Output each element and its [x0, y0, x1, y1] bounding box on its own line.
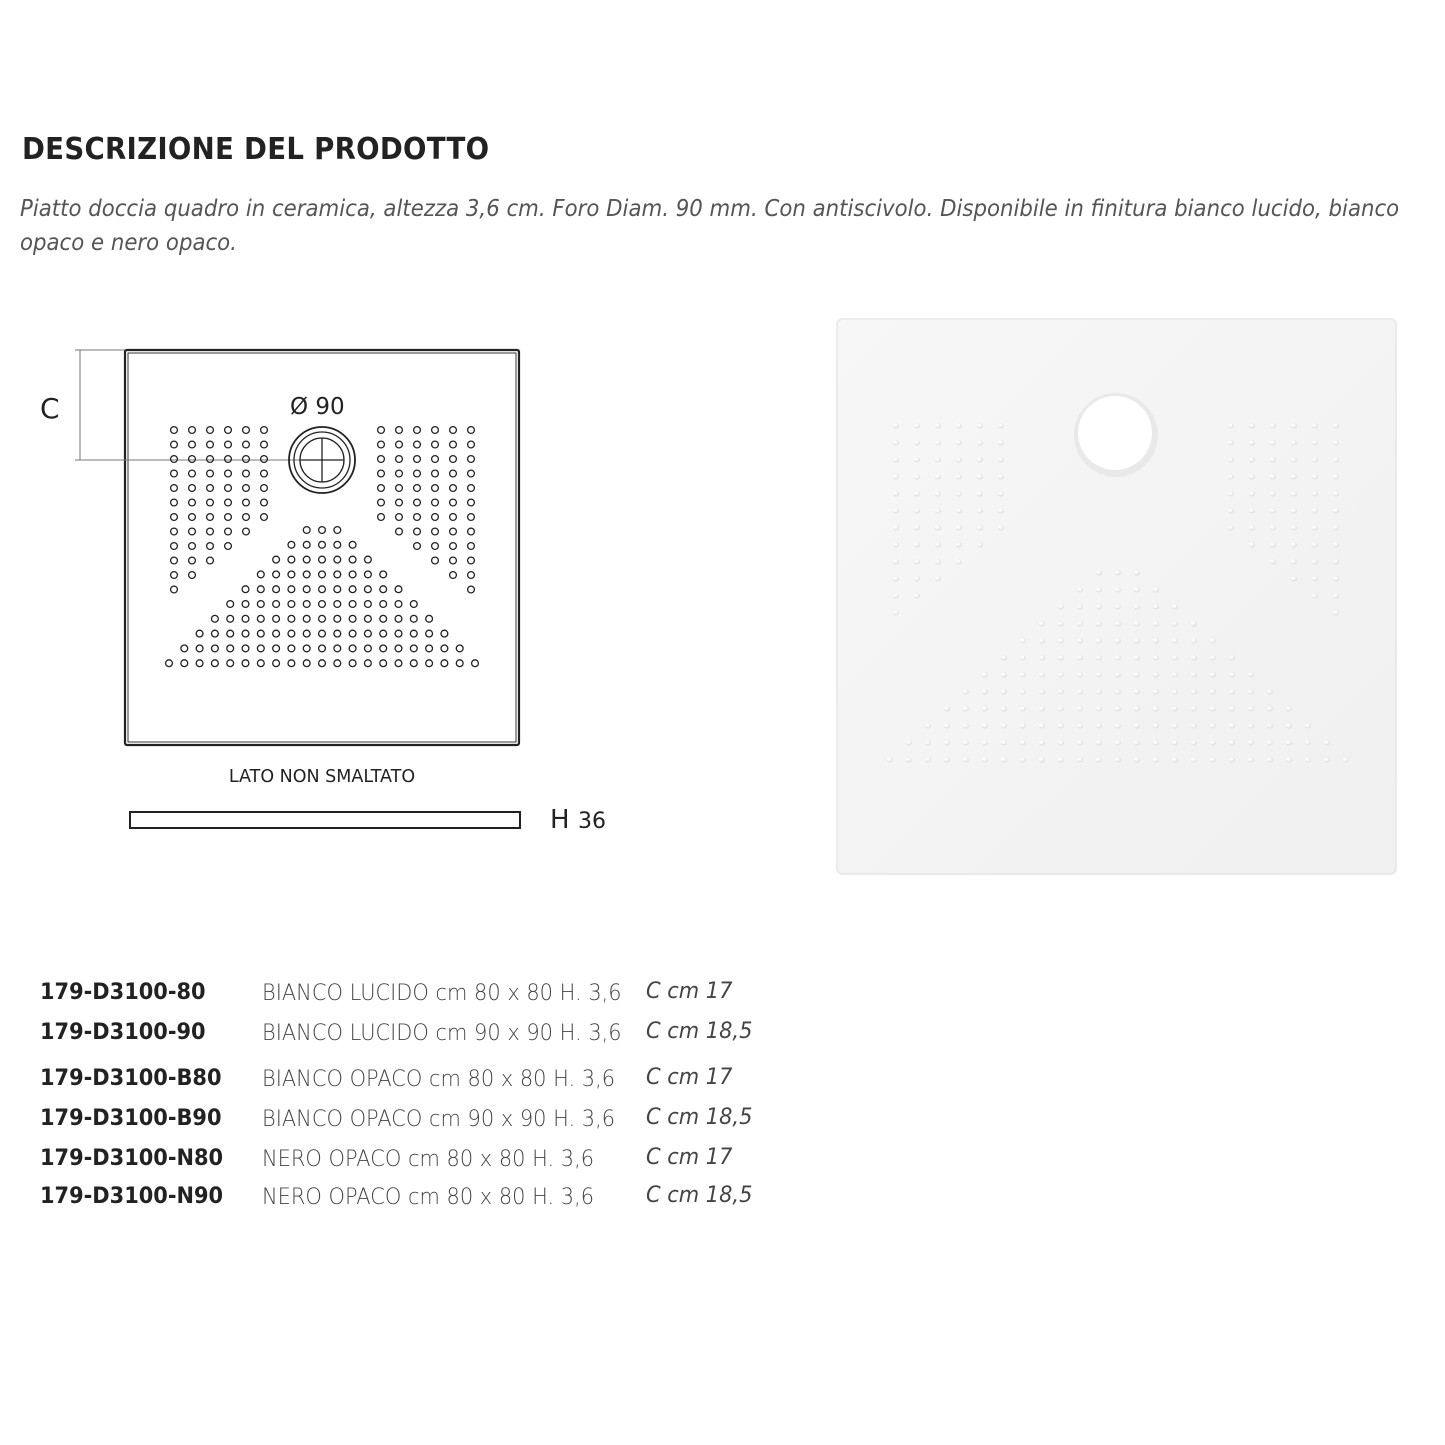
product-code: 179-D3100-80	[40, 980, 206, 1005]
dimension-c-value: C cm 18,5	[646, 1104, 753, 1130]
product-spec: BIANCO LUCIDO cm 90 x 90 H. 3,6	[262, 1020, 622, 1046]
product-spec: BIANCO OPACO cm 90 x 90 H. 3,6	[262, 1106, 616, 1132]
product-spec: NERO OPACO cm 80 x 80 H. 3,6	[262, 1146, 595, 1172]
dimension-c-value: C cm 17	[646, 1144, 733, 1170]
product-spec: NERO OPACO cm 80 x 80 H. 3,6	[262, 1184, 595, 1210]
product-code: 179-D3100-B90	[40, 1106, 222, 1131]
dimension-c-value: C cm 17	[646, 978, 733, 1004]
dimension-c-value: C cm 17	[646, 1064, 733, 1090]
drain-diameter-label: Ø 90	[290, 394, 345, 420]
product-spec: BIANCO OPACO cm 80 x 80 H. 3,6	[262, 1066, 616, 1092]
side-label: LATO NON SMALTATO	[228, 767, 416, 787]
product-code: 179-D3100-90	[40, 1020, 206, 1045]
dimension-c-value: C cm 18,5	[646, 1018, 753, 1044]
dimension-c-value: C cm 18,5	[646, 1182, 753, 1208]
section-title: DESCRIZIONE DEL PRODOTTO	[22, 132, 490, 167]
height-label-value: 36	[578, 809, 606, 834]
dimension-c-label: C	[40, 392, 60, 425]
product-image	[836, 318, 1397, 875]
product-code: 179-D3100-N80	[40, 1146, 224, 1171]
product-description: Piatto doccia quadro in ceramica, altezza 3,6 cm. Foro Diam. 90 mm. Con antiscivolo. Disponibile in finitura bianco lucido, bianco opaco e nero opaco.	[20, 194, 1400, 256]
product-code: 179-D3100-B80	[40, 1066, 222, 1091]
tray-side-profile	[130, 812, 520, 828]
drain-hole	[1078, 396, 1152, 470]
height-label-h: H	[550, 805, 570, 835]
product-code: 179-D3100-N90	[40, 1184, 224, 1209]
product-spec: BIANCO LUCIDO cm 80 x 80 H. 3,6	[262, 980, 622, 1006]
